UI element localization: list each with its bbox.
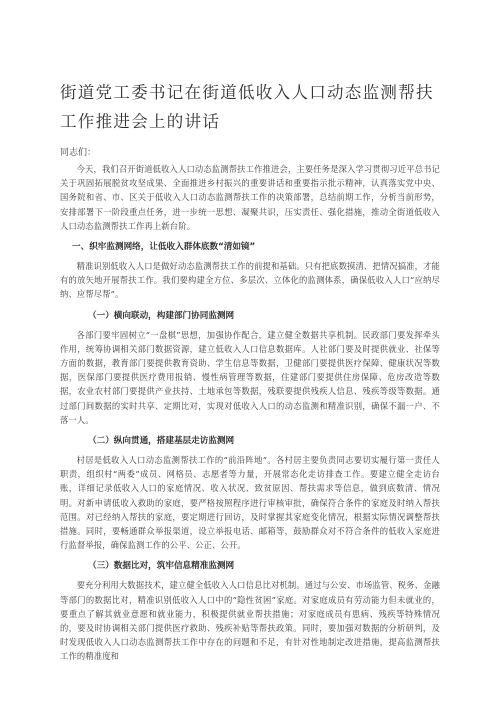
subsection-3-heading: （三）数据比对，筑牢信息精准监测网 — [88, 561, 235, 572]
section-1-heading: 一、织牢监测网络，让低收入群体底数“清如镜” — [72, 242, 256, 253]
intro-paragraph: 今天，我们召开街道低收入人口动态监测帮扶工作推进会，主要任务是深入学习贯彻习近平总书记关于巩固拓展脱贫攻坚成果、全面推进乡村振兴的重要讲话和重要指示批示精神，认真落实党中央、国务院和省、市、区关于低收入人口动态监测帮扶工作的决策部署，总结前期工作，分析当前形势，安排部署下一阶段重点任务，进一步统一思想、凝聚共识，压实责任、强化措施，推动全街道低收入人口动态监测帮扶工作再上新台阶。 — [60, 164, 440, 231]
subsection-2-heading: （二）纵向贯通，搭建基层走访监测网 — [88, 436, 235, 447]
document-title: 街道党工委书记在街道低收入人口动态监测帮扶工作推进会上的讲话 — [60, 83, 434, 131]
salutation: 同志们： — [60, 148, 97, 158]
subsection-1-paragraph: 各部门要牢固树立“一盘棋”思想，加强协作配合，建立健全数据共享机制。民政部门要发挥牵头作用，统筹协调相关部门数据资源，建立低收入人口信息数据库。人社部门要及时提供就业、社保等方面的数据，教育部门要提供教育资助、学生信息等数据，卫健部门要提供医疗保障、健康状况等数据，医保部门要提供医疗费用报销、慢性病管理等数据，住建部门要提供住房保障、危房改造等数据，农业农村部门要提供产业扶持、土地承包等数据，残联要提供残疾人信息、残疾等级等数据。通过部门间数据的实时共享、定期比对，实现对低收入人口的动态监测和精准识别，确保不漏一户、不落一人。 — [60, 329, 440, 425]
subsection-1-heading: （一）横向联动，构建部门协同监测网 — [88, 310, 235, 321]
subsection-2-paragraph: 村居是低收入人口动态监测帮扶工作的“前沿阵地”。各村居主要负责同志要切实履行第一责任人职责，组织村“两委”成员、网格员、志愿者等力量，开展常态化走访排查工作。要建立健全走访台账，详细记录低收入人口的家庭情况、收入状况、致贫原因、帮扶需求等信息，做到底数清、情况明。对新申请低收入救助的家庭，要严格按照程序进行审核审批，确保符合条件的家庭及时纳入帮扶范围。对已经纳入帮扶的家庭，要定期进行回访，及时掌握其家庭变化情况，根据实际情况调整帮扶措施。同时，要畅通群众举报渠道，设立举报电话、邮箱等，鼓励群众对不符合条件的低收入家庭进行监督举报，确保监测工作的公平、公正、公开。 — [60, 455, 440, 551]
section-1-paragraph: 精准识别低收入人口是做好动态监测帮扶工作的前提和基础。只有把底数摸清、把情况搞准，才能有的放矢地开展帮扶工作。我们要构建全方位、多层次、立体化的监测体系，确保低收入人口“应纳尽纳、应帮尽帮”。 — [60, 261, 440, 300]
subsection-3-paragraph: 要充分利用大数据技术，建立健全低收入人口信息比对机制。通过与公安、市场监管、税务、金融等部门的数据比对，精准识别低收入人口中的“隐性贫困”家庭。对家庭成员有劳动能力但未就业的，要重点了解其就业意愿和就业能力，积极提供就业帮扶措施；对家庭成员有患病、残疾等特殊情况的，要及时协调相关部门提供医疗救助、残疾补贴等帮扶政策。同时，要加强对数据的分析研判，及时发现低收入人口动态监测帮扶工作中存在的问题和不足，有针对性地制定改进措施，提高监测帮扶工作的精准度和 — [60, 580, 440, 662]
